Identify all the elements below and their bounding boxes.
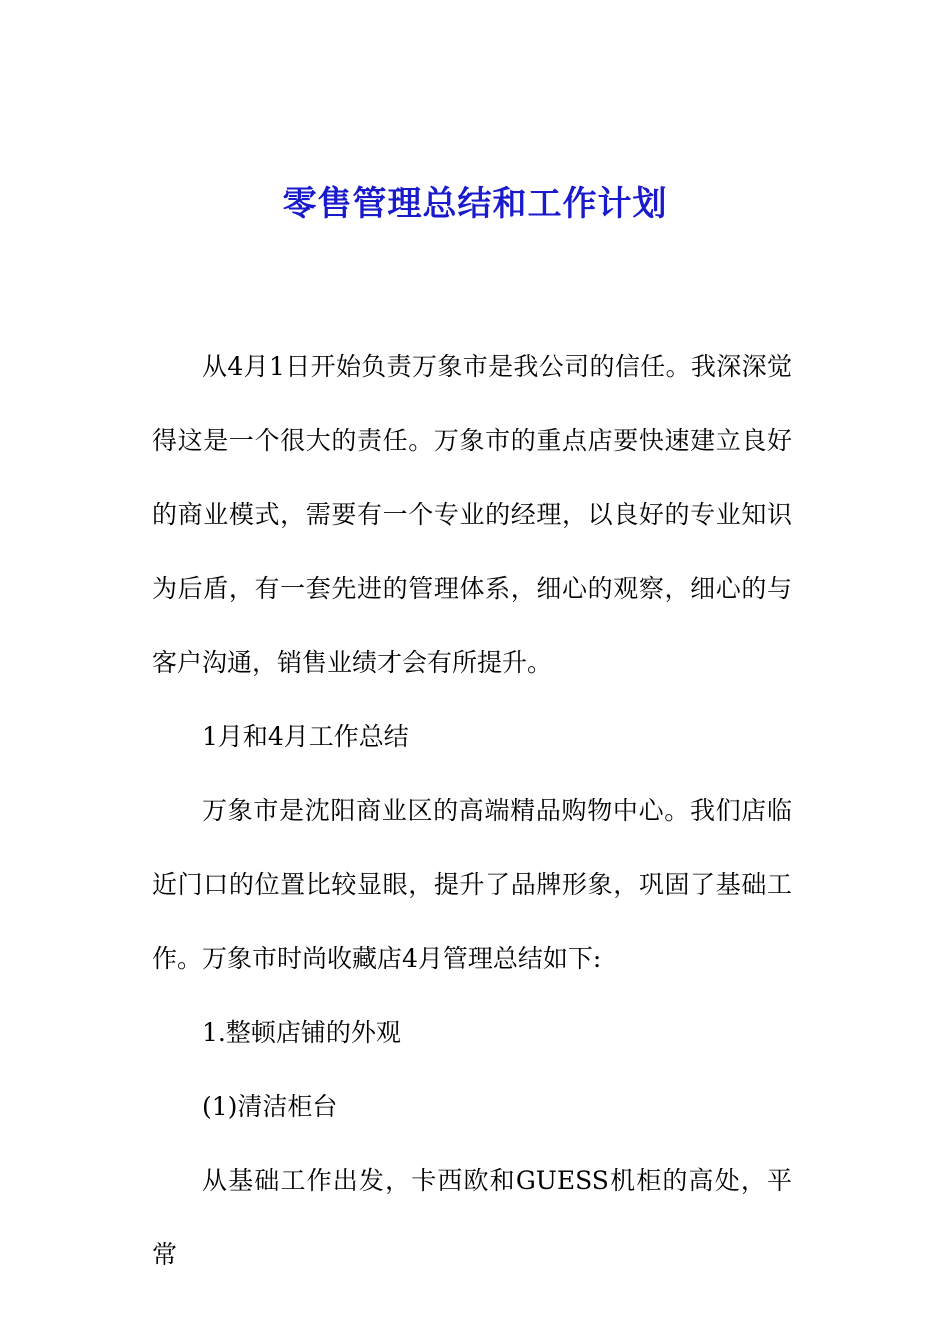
paragraph-intro: 从4月1日开始负责万象市是我公司的信任。我深深觉得这是一个很大的责任。万象市的重点店要快速建立良好的商业模式，需要有一个专业的经理，以良好的专业知识为后盾，有一套先进的管理体系，细心的观察，细心的与客户沟通，销售业绩才会有所提升。 (152, 352, 792, 677)
section-heading-summary: 1月和4月工作总结 (202, 722, 409, 751)
list-item-store-appearance: 1.整顿店铺的外观 (202, 1018, 401, 1047)
document-title: 零售管理总结和工作计划 (282, 184, 668, 224)
paragraph-basic-work: 从基础工作出发，卡西欧和GUESS机柜的高处，平常 (152, 1166, 792, 1269)
list-subitem-clean-counter: (1)清洁柜台 (202, 1092, 338, 1121)
paragraph-mall-description: 万象市是沈阳商业区的高端精品购物中心。我们店临近门口的位置比较显眼，提升了品牌形象，巩固了基础工作。万象市时尚收藏店4月管理总结如下: (152, 796, 792, 973)
document-body (152, 330, 792, 1292)
